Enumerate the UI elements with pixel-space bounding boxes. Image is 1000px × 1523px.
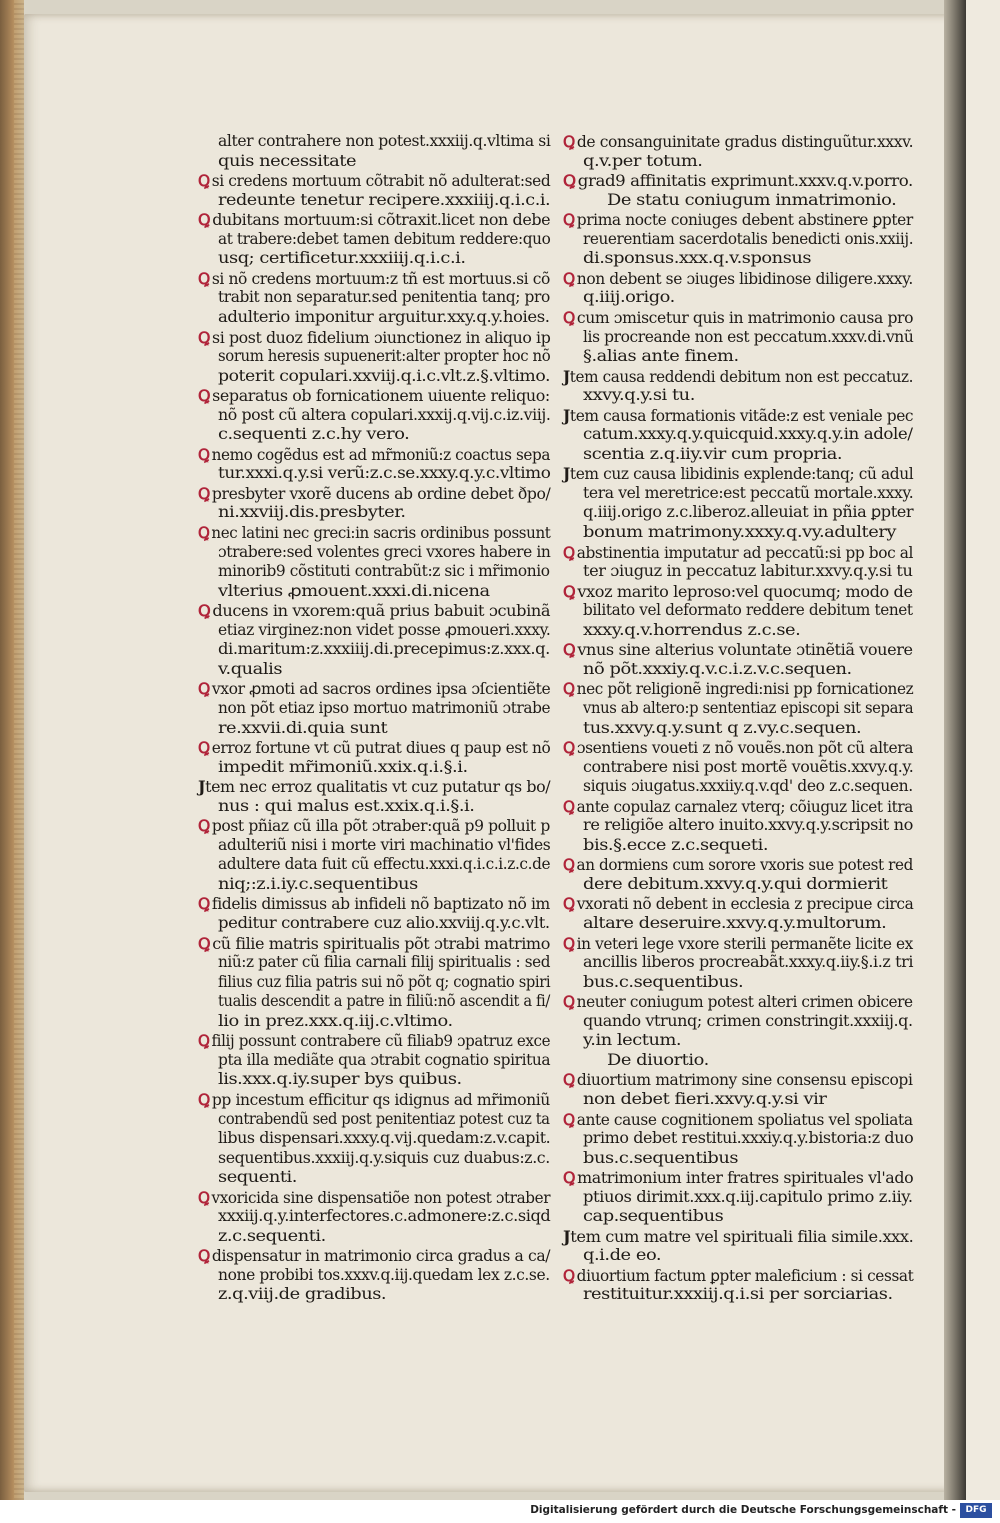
line-text: q.iiij.origo. — [583, 288, 675, 307]
paragraph-mark: Ꝗ — [198, 933, 211, 953]
line-text: vxoz marito leproso:vel quocumq; modo de — [577, 582, 913, 601]
line-text: bus.c.sequentibus — [583, 1148, 739, 1167]
paragraph-mark: Ꝗ — [198, 816, 210, 836]
line-text: usq; certificetur.xxxiiij.q.i.c.i. — [218, 249, 466, 268]
text-line — [218, 660, 282, 679]
paragraph-mark: Ꝗ — [563, 894, 575, 914]
line-text: vxoricida sine dispensatiõe non potest ɔtraber — [211, 1188, 551, 1207]
text-line — [563, 934, 913, 954]
line-text: contrabendũ sed post penitentiaz potest cuz ta — [218, 1109, 550, 1128]
text-line — [563, 543, 913, 563]
line-text: adulterio imponitur arguitur.xxy.q.y.hoies. — [218, 307, 550, 326]
line-text: niq;:z.i.iy.c.sequentibus — [218, 874, 418, 893]
line-text: re religiõe altero inuito.xxvy.q.y.scripsit no — [583, 816, 913, 835]
line-text: etiaz virginez:non videt posse ꝓmoueri.xxxy. — [218, 620, 551, 639]
line-text: primo debet restitui.xxxiy.q.y.bistoria:z duo — [583, 1129, 914, 1148]
text-line — [583, 484, 913, 503]
line-text: sorum heresis supuenerit:alter propter hoc nõ — [218, 347, 551, 366]
text-line — [198, 328, 550, 348]
text-line — [583, 699, 913, 718]
line-text: reuerentiam sacerdotalis benedicti onis.xxiij. — [583, 229, 914, 248]
text-line — [563, 210, 913, 230]
paragraph-mark: Ꝗ — [563, 132, 575, 151]
paragraph-mark: Ꝗ — [198, 171, 210, 191]
paragraph-mark: Ꝗ — [198, 523, 210, 542]
text-line — [563, 269, 913, 289]
line-text: ptiuos dirimit.xxx.q.iij.capitulo primo z.iiy. — [583, 1187, 913, 1206]
line-text: nõ post cũ altera copulari.xxxij.q.vij.c.iz.viij. — [218, 405, 551, 424]
paragraph-mark: Ꝗ — [198, 327, 211, 347]
line-text: at trabere:debet tamen debitum reddere:quo — [218, 229, 551, 248]
line-text: nemo cogẽdus est ad mr̃moniũ:z coactus sepa — [211, 445, 551, 464]
text-line — [218, 562, 550, 581]
text-line — [583, 1207, 723, 1226]
line-text: De diuortio. — [607, 1050, 709, 1069]
line-text: vnus sine alterius voluntate ɔtinẽtiã vouere — [577, 641, 913, 660]
paragraph-mark: Ꝗ — [563, 1070, 575, 1090]
text-line — [583, 914, 886, 933]
text-line — [607, 1051, 709, 1070]
line-text: diuortium factum ꝑpter maleficium : si cessat — [576, 1266, 914, 1285]
line-text: y.in lectum. — [583, 1031, 682, 1050]
text-line — [563, 992, 913, 1012]
text-line — [563, 1168, 913, 1188]
paragraph-mark: Ꝗ — [198, 210, 211, 230]
text-line — [218, 347, 550, 366]
line-text: restituitur.xxxiij.q.i.si per sorciarias. — [583, 1285, 893, 1304]
text-line — [218, 230, 550, 249]
paragraph-mark: Ꝗ — [563, 581, 576, 601]
dfg-logo: DFG — [960, 1503, 992, 1518]
text-line — [583, 1129, 913, 1148]
line-text: none probibi tos.xxxv.q.iij.quedam lex z.c.se. — [218, 1265, 550, 1284]
text-line — [218, 797, 475, 816]
line-text: ter ɔiuguz in peccatuz labitur.xxvy.q.y.si tu — [583, 562, 913, 581]
text-line — [583, 425, 913, 444]
line-text: quando vtrunq; crimen constringit.xxxiij.q. — [583, 1011, 913, 1030]
text-line — [218, 543, 550, 562]
text-line — [198, 1031, 550, 1051]
text-line — [218, 875, 418, 894]
initial-letter: J — [563, 1226, 571, 1246]
text-line — [583, 621, 800, 640]
paragraph-mark: Ꝗ — [198, 444, 210, 464]
line-text: re.xxvii.di.quia sunt — [218, 718, 388, 737]
text-line — [563, 1266, 913, 1286]
paragraph-mark: Ꝗ — [198, 1187, 210, 1207]
line-text: z.q.viij.de gradibus. — [218, 1285, 387, 1304]
paragraph-mark: Ꝗ — [563, 640, 576, 660]
line-text: grad9 affinitatis exprimunt.xxxv.q.v.porro. — [577, 172, 913, 191]
text-line — [198, 601, 550, 621]
line-text: fidelis dimissus ab infideli nõ baptizato nõ im — [211, 895, 550, 914]
line-text: contrabere nisi post mortẽ vouẽtis.xxvy.q.y. — [583, 757, 914, 776]
line-text: si nõ credens mortuum:z tñ est mortuus.si cõ — [211, 269, 550, 288]
text-line — [198, 484, 550, 504]
text-line — [583, 601, 913, 620]
line-text: adultere data fuit cũ effectu.xxxi.q.i.c.i.z.c.de — [218, 855, 551, 874]
line-text: vlterius ꝓmouent.xxxi.di.nicena — [218, 581, 490, 600]
line-text: libus dispensari.xxxy.q.vij.quedam:z.v.capit. — [218, 1129, 551, 1148]
line-text: sequenti. — [218, 1168, 298, 1187]
paragraph-mark: Ꝗ — [563, 542, 575, 562]
line-text: siquis ɔiugatus.xxxiiy.q.v.qd' deo z.c.sequen. — [583, 777, 913, 796]
text-line — [583, 386, 695, 405]
line-text: prima nocte coniuges debent abstinere ꝑpter — [576, 211, 913, 230]
text-line — [198, 894, 550, 914]
line-text: di.sponsus.xxx.q.v.sponsus — [583, 249, 812, 268]
text-line — [198, 386, 550, 406]
text-line — [563, 367, 913, 387]
line-text: vnus ab altero:p sententiaz episcopi sit separa — [583, 698, 914, 717]
line-text: redeunte tenetur recipere.xxxiiij.q.i.c.i. — [218, 190, 551, 209]
line-text: alter contrahere non potest.xxxiij.q.vltima si — [218, 132, 551, 150]
text-line — [218, 758, 468, 777]
page-recto-edge — [966, 0, 1000, 1500]
text-line — [563, 582, 913, 602]
text-line — [218, 191, 550, 210]
text-line — [563, 1110, 913, 1130]
line-text: bonum matrimony.xxxy.q.vy.adultery — [583, 523, 896, 541]
text-line — [218, 621, 550, 640]
line-text: impedit mr̃imoniũ.xxix.q.i.§.i. — [218, 757, 468, 776]
line-text: z.c.sequenti. — [218, 1226, 326, 1245]
text-line — [218, 152, 356, 171]
text-line — [218, 992, 550, 1011]
text-line — [583, 719, 861, 738]
line-text: q.i.de eo. — [583, 1246, 662, 1265]
text-line — [218, 132, 550, 151]
text-line — [583, 503, 913, 522]
line-text: presbyter vxorẽ ducens ab ordine debet ðpo/ — [211, 484, 551, 503]
text-line — [583, 973, 743, 992]
text-line — [218, 308, 550, 327]
line-text: xxxiij.q.y.interfectores.c.admonere:z.c.siqd — [218, 1207, 551, 1226]
text-line — [563, 1227, 913, 1247]
line-text: lis procreande non est peccatum.xxxv.di.vnũ — [583, 327, 914, 346]
text-line — [198, 171, 550, 191]
line-text: q.v.per totum. — [583, 151, 703, 170]
line-text: trabit non separatur.sed penitentia tanq; pro — [218, 288, 550, 307]
text-line — [563, 894, 913, 914]
line-text: c.sequenti z.c.hy vero. — [218, 425, 410, 444]
line-text: catum.xxxy.q.y.quicquid.xxxy.q.y.in adole/ — [583, 425, 913, 444]
text-line — [218, 973, 550, 992]
paragraph-mark: Ꝗ — [198, 1031, 210, 1051]
line-text: v.qualis — [218, 659, 283, 678]
line-text: nõ põt.xxxiy.q.v.c.i.z.v.c.sequen. — [583, 659, 852, 678]
text-line — [563, 464, 913, 484]
text-line — [563, 308, 913, 328]
line-text: diuortium matrimony sine consensu episcopi — [576, 1071, 913, 1090]
text-line — [198, 1090, 550, 1110]
line-text: dubitans mortuum:si cõtraxit.licet non debe — [212, 211, 551, 230]
text-line — [583, 758, 913, 777]
paragraph-mark: Ꝗ — [198, 1089, 210, 1109]
text-line — [218, 1227, 326, 1246]
text-line — [583, 230, 913, 249]
line-text: tus.xxvy.q.y.sunt q z.vy.c.sequen. — [583, 718, 862, 737]
text-line — [218, 582, 490, 601]
text-line — [198, 523, 550, 543]
text-line — [218, 640, 550, 659]
paragraph-mark: Ꝗ — [563, 1109, 575, 1129]
line-text: cap.sequentibus — [583, 1207, 724, 1226]
line-text: §.alias ante finem. — [583, 347, 739, 366]
text-line — [198, 934, 550, 954]
line-text: abstinentia imputatur ad peccatũ:si pp boc al — [576, 543, 914, 562]
paragraph-mark: Ꝗ — [563, 796, 575, 816]
text-line — [198, 1246, 550, 1266]
text-line — [218, 249, 466, 268]
line-text: q.iiij.origo z.c.liberoz.alleuiat in pñia ꝑpter — [583, 503, 914, 522]
line-text: di.maritum:z.xxxiiij.di.precepimus:z.xxx.q. — [218, 640, 550, 659]
text-line — [198, 445, 550, 465]
text-line — [563, 406, 913, 426]
text-line — [218, 367, 550, 386]
line-text: tur.xxxi.q.y.si verũ:z.c.se.xxxy.q.y.c.vltimo — [218, 464, 551, 483]
text-line — [218, 1070, 462, 1089]
line-text: xxvy.q.y.si tu. — [583, 386, 695, 405]
line-text: adulteriũ nisi i morte viri machinatio vl'fides — [218, 835, 551, 854]
paragraph-mark: Ꝗ — [563, 1168, 576, 1188]
paragraph-mark: Ꝗ — [198, 738, 210, 758]
text-line — [583, 953, 913, 972]
text-line — [218, 1012, 453, 1031]
text-line — [583, 347, 739, 366]
line-text: erroz fortune vt cũ putrat diues q paup est nõ — [211, 739, 551, 758]
line-text: quis necessitate — [218, 151, 357, 170]
line-text: pp incestum efficitur qs idignus ad mr̃imoniũ — [211, 1090, 550, 1109]
text-line — [218, 953, 550, 972]
line-text: lio in prez.xxx.q.iij.c.vltimo. — [218, 1011, 453, 1030]
text-line — [198, 777, 550, 797]
text-line — [218, 425, 409, 444]
line-text: tera vel meretrice:est peccatũ mortale.xxxy. — [583, 483, 914, 502]
paragraph-mark: Ꝗ — [198, 268, 210, 288]
text-line — [583, 836, 768, 855]
line-text: post pñiaz cũ illa põt ɔtraber:quã p9 polluit p — [211, 817, 550, 836]
initial-letter: J — [198, 777, 206, 797]
text-line — [563, 797, 913, 817]
line-text: poterit copulari.xxviij.q.i.c.vlt.z.§.vltimo. — [218, 366, 551, 385]
line-text: nus : qui malus est.xxix.q.i.§.i. — [218, 796, 475, 815]
line-text: sequentibus.xxxiij.q.y.siquis cuz duabus:z.c. — [218, 1148, 550, 1167]
text-line — [218, 836, 550, 855]
line-text: vxorati nõ debent in ecclesia z precipue circa — [576, 895, 914, 914]
text-line — [198, 816, 550, 836]
text-line — [198, 210, 550, 230]
text-line — [218, 288, 550, 307]
line-text: tem causa formationis vitãde:z est veniale pec — [569, 406, 914, 425]
page-edges-stack — [14, 0, 24, 1500]
line-text: tem cum matre vel spirituali filia simile.xxx. — [570, 1227, 914, 1246]
text-line — [218, 914, 550, 933]
line-text: ɔtrabere:sed volentes greci vxores habere in — [218, 542, 551, 561]
paragraph-mark: Ꝗ — [563, 992, 575, 1012]
text-line — [218, 719, 387, 738]
book-gutter — [944, 0, 966, 1500]
text-line — [563, 132, 913, 152]
line-text: an dormiens cum sorore vxoris sue potest red — [576, 856, 913, 875]
line-text: ducens in vxorem:quã prius babuit ɔcubinã — [212, 602, 551, 621]
line-text: peditur contrabere cuz alio.xxviij.q.y.c.vlt. — [218, 914, 550, 932]
line-text: lis.xxx.q.iy.super bys quibus. — [218, 1070, 462, 1089]
text-line — [563, 679, 913, 699]
text-line — [563, 738, 913, 758]
text-line — [218, 855, 550, 874]
text-line — [198, 738, 550, 758]
paragraph-mark: Ꝗ — [563, 679, 575, 699]
paragraph-mark: Ꝗ — [198, 679, 210, 699]
text-line — [218, 1129, 550, 1148]
text-line — [583, 328, 913, 347]
paragraph-mark: Ꝗ — [198, 386, 211, 406]
line-text: de consanguinitate gradus distinguũtur.xxxv. — [576, 133, 914, 151]
line-text: in veteri lege vxore sterili permanẽte licite ex — [576, 934, 913, 953]
text-line — [218, 1266, 550, 1285]
text-line — [583, 816, 913, 835]
text-line — [583, 445, 842, 464]
line-text: ante cause cognitionem spoliatus vel spoliata — [576, 1110, 913, 1129]
text-line — [218, 1149, 550, 1168]
line-text: filij possunt contrabere cũ filiab9 ɔpatruz exce — [211, 1032, 551, 1051]
paragraph-mark: Ꝗ — [198, 601, 211, 621]
text-line — [583, 875, 887, 894]
text-line — [218, 464, 550, 483]
funding-credit: Digitalisierung gefördert durch die Deutsche Forschungsgemeinschaft - — [530, 1504, 956, 1516]
text-line — [218, 699, 550, 718]
paragraph-mark: Ꝗ — [563, 268, 575, 288]
text-line — [583, 777, 913, 796]
line-text: non debet fieri.xxvy.q.y.si vir — [583, 1089, 827, 1108]
line-text: minorib9 cõstituti contrabũt:z sic i mr̃imonio — [218, 562, 550, 581]
paragraph-mark: Ꝗ — [563, 307, 575, 327]
text-line — [218, 503, 406, 522]
paragraph-mark: Ꝗ — [563, 210, 575, 230]
text-line — [218, 1207, 550, 1226]
text-line — [198, 269, 550, 289]
line-text: neuter coniugum potest alteri crimen obicere — [576, 993, 913, 1012]
initial-letter: J — [563, 366, 570, 386]
line-text: non debent se ɔiuges libidinose diligere.xxxy. — [576, 269, 913, 288]
line-text: pta illa mediãte qua ɔtrabit cognatio spiritua — [218, 1050, 551, 1069]
line-text: filius cuz filia patris sui nõ põt q; cognatio spiri — [218, 972, 551, 991]
paragraph-mark: Ꝗ — [563, 1265, 575, 1285]
text-line — [198, 1188, 550, 1208]
line-text: non põt etiaz ipso mortuo matrimoniũ ɔtrabe — [218, 698, 551, 717]
line-text: ɔsentiens voueti z nõ vouẽs.non põt cũ altera — [576, 739, 914, 758]
initial-letter: J — [563, 464, 570, 484]
line-text: si credens mortuum cõtrabit nõ adulterat:sed — [211, 172, 551, 191]
paragraph-mark: Ꝗ — [563, 855, 575, 875]
line-text: dere debitum.xxvy.q.y.qui dormierit — [583, 874, 888, 893]
paragraph-mark: Ꝗ — [563, 171, 576, 191]
line-text: tem causa reddendi debitum non est peccatuz. — [569, 367, 914, 386]
line-text: xxxy.q.v.horrendus z.c.se. — [583, 620, 801, 639]
line-text: cum ɔmiscetur quis in matrimonio causa pro — [576, 308, 914, 327]
text-line — [583, 1090, 826, 1109]
line-text: dispensatur in matrimonio circa gradus a ca/ — [211, 1247, 551, 1266]
paragraph-mark: Ꝗ — [563, 933, 575, 953]
text-line — [563, 640, 913, 660]
text-line — [583, 1031, 681, 1050]
line-text: separatus ob fornicationem uiuente reliquo: — [212, 387, 550, 406]
footer-bar — [0, 1500, 1000, 1523]
line-text: ancillis liberos procreabãt.xxxy.q.iiy.§.i.z tri — [583, 953, 914, 972]
text-line — [563, 855, 913, 875]
line-text: tualis descendit a patre in filiũ:nõ ascendit a fi/ — [218, 992, 550, 1011]
paragraph-mark: Ꝗ — [198, 1246, 210, 1266]
text-line — [218, 1168, 297, 1187]
line-text: cũ filie matris spiritualis põt ɔtrabi matrimo — [212, 934, 550, 953]
line-text: ni.xxviij.dis.presbyter. — [218, 503, 406, 522]
line-text: tem nec erroz qualitatis vt cuz putatur qs bo/ — [205, 778, 551, 797]
line-text: vxor ꝓmoti ad sacros ordines ipsa ɔſcientiẽte — [211, 680, 551, 699]
line-text: bilitato vel deformato reddere debitum tenet — [583, 601, 913, 620]
text-line — [583, 1246, 661, 1265]
text-line — [583, 1149, 738, 1168]
line-text: nec latini nec greci:in sacris ordinibus possunt — [211, 524, 551, 542]
paragraph-mark: Ꝗ — [198, 483, 210, 503]
line-text: bus.c.sequentibus. — [583, 972, 744, 991]
text-line — [563, 1070, 913, 1090]
text-line — [583, 1188, 913, 1207]
initial-letter: J — [563, 405, 570, 425]
text-line — [583, 523, 896, 542]
text-line — [583, 660, 852, 679]
line-text: bis.§.ecce z.c.sequeti. — [583, 835, 769, 854]
line-text: niũ:z pater cũ filia carnali filij spiritualis : sed — [218, 953, 551, 972]
line-text: tem cuz causa libidinis explende:tanq; cũ adul — [569, 465, 914, 484]
paragraph-mark: Ꝗ — [563, 738, 575, 758]
line-text: ante copulaz carnalez vterq; cõiuguz licet itra — [576, 797, 913, 816]
line-text: altare deseruire.xxvy.q.y.multorum. — [583, 914, 887, 932]
text-line — [583, 1012, 913, 1031]
text-line — [583, 288, 675, 307]
line-text: si post duoz fidelium ɔiunctionez in aliquo ip — [212, 328, 551, 347]
text-line — [198, 679, 550, 699]
paragraph-mark: Ꝗ — [198, 894, 210, 914]
text-line — [583, 1285, 893, 1304]
line-text: matrimonium inter fratres spirituales vl'ado — [577, 1169, 914, 1188]
line-text: nec põt religionẽ ingredi:nisi pp fornicationez — [576, 680, 914, 699]
text-line — [583, 562, 913, 581]
text-line — [218, 1051, 550, 1070]
text-line — [563, 171, 913, 191]
text-line — [583, 249, 811, 268]
text-line — [218, 406, 550, 425]
text-line — [607, 191, 896, 210]
text-line — [583, 152, 703, 171]
line-text: scentia z.q.iiy.vir cum propria. — [583, 444, 843, 463]
text-line — [218, 1110, 550, 1129]
line-text: De statu coniugum inmatrimonio. — [607, 190, 897, 209]
text-line — [218, 1285, 386, 1304]
